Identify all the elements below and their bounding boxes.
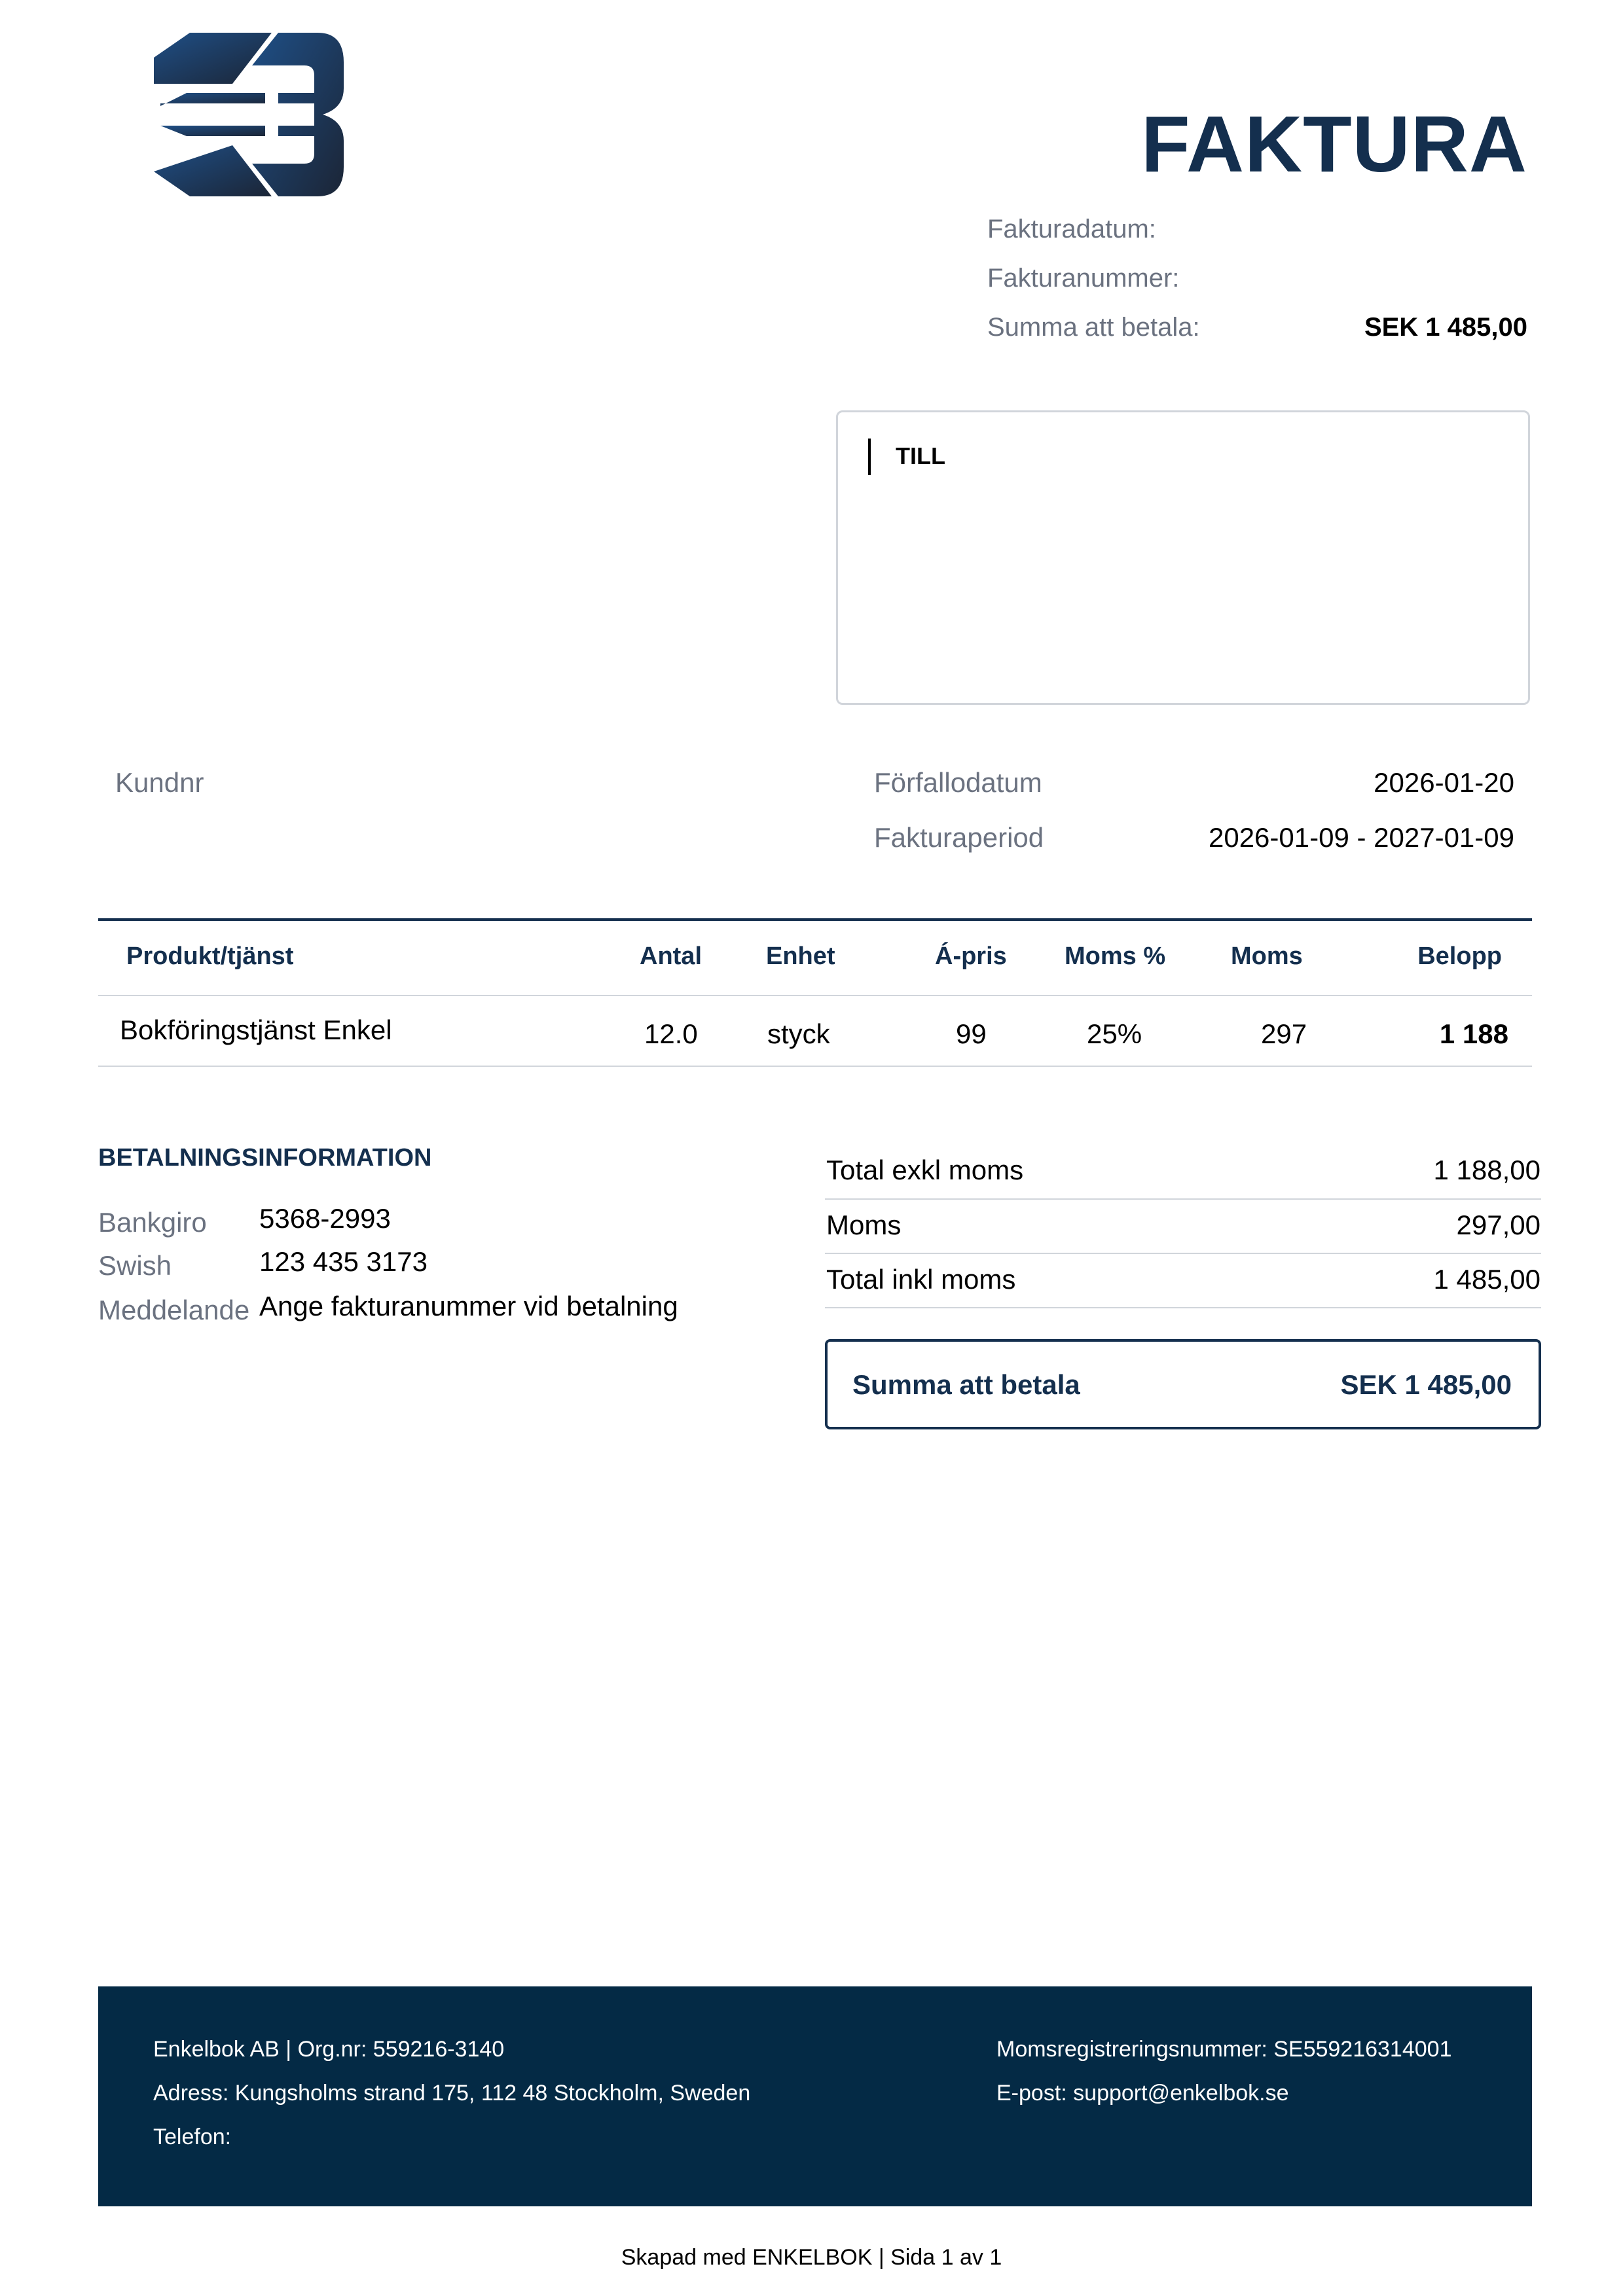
created-by-note: Skapad med ENKELBOK | Sida 1 av 1: [621, 2245, 1002, 2270]
cell-produkt: Bokföringstjänst Enkel: [120, 1014, 392, 1045]
fakturadatum-label: Fakturadatum:: [987, 215, 1156, 243]
col-header-antal: Antal: [640, 942, 702, 970]
totals-divider: [825, 1198, 1541, 1200]
swish-value: 123 435 3173: [259, 1246, 428, 1277]
bankgiro-value: 5368-2993: [259, 1203, 391, 1234]
cell-moms: 297: [1261, 1018, 1307, 1049]
cell-moms-procent: 25%: [1087, 1018, 1142, 1049]
fakturanummer-label: Fakturanummer:: [987, 264, 1180, 293]
cell-antal: 12.0: [644, 1018, 698, 1049]
footer-company: Enkelbok AB | Org.nr: 559216-3140: [153, 2037, 505, 2062]
payment-info-title: BETALNINGSINFORMATION: [98, 1144, 432, 1172]
footer-address: Adress: Kungsholms strand 175, 112 48 Stockholm, Sweden: [153, 2081, 751, 2106]
cell-enhet: styck: [767, 1018, 830, 1049]
footer-email: E-post: support@enkelbok.se: [996, 2081, 1289, 2106]
forfallodatum-value: 2026-01-20: [1374, 767, 1514, 798]
summa-box-label: Summa att betala: [852, 1369, 1080, 1400]
meddelande-value: Ange fakturanummer vid betalning: [259, 1291, 678, 1321]
summa-label: Summa att betala:: [987, 313, 1200, 342]
totals-divider: [825, 1253, 1541, 1254]
invoice-title: FAKTURA: [1141, 99, 1527, 188]
col-header-moms-procent: Moms %: [1065, 942, 1166, 970]
col-header-moms: Moms: [1231, 942, 1303, 970]
total-exkl-value: 1 188,00: [1433, 1155, 1541, 1185]
col-header-enhet: Enhet: [766, 942, 835, 970]
table-bottom-divider: [98, 1066, 1532, 1067]
recipient-label: TILL: [896, 442, 945, 469]
total-inkl-label: Total inkl moms: [826, 1264, 1016, 1295]
swish-label: Swish: [98, 1250, 172, 1281]
cell-belopp: 1 188: [1439, 1018, 1508, 1049]
enkelbok-b-logo-icon: [154, 33, 344, 196]
meddelande-label: Meddelande: [98, 1295, 250, 1325]
total-inkl-value: 1 485,00: [1433, 1264, 1541, 1295]
moms-value: 297,00: [1456, 1210, 1541, 1240]
col-header-apris: Á-pris: [935, 942, 1007, 970]
recipient-accent-bar: [868, 439, 871, 475]
fakturaperiod-label: Fakturaperiod: [874, 822, 1044, 853]
footer-phone: Telefon:: [153, 2125, 232, 2149]
totals-divider: [825, 1307, 1541, 1308]
forfallodatum-label: Förfallodatum: [874, 767, 1042, 798]
footer-vat: Momsregistreringsnummer: SE559216314001: [996, 2037, 1452, 2062]
total-exkl-label: Total exkl moms: [826, 1155, 1024, 1185]
col-header-produkt: Produkt/tjänst: [126, 942, 294, 970]
bankgiro-label: Bankgiro: [98, 1207, 207, 1238]
cell-apris: 99: [956, 1018, 987, 1049]
summa-box-value: SEK 1 485,00: [1340, 1369, 1512, 1400]
table-header-divider: [98, 995, 1532, 996]
summa-value: SEK 1 485,00: [1364, 313, 1527, 342]
moms-label: Moms: [826, 1210, 902, 1240]
table-top-border: [98, 918, 1532, 921]
fakturaperiod-value: 2026-01-09 - 2027-01-09: [1208, 822, 1514, 853]
kundnr-label: Kundnr: [115, 767, 204, 798]
col-header-belopp: Belopp: [1417, 942, 1502, 970]
